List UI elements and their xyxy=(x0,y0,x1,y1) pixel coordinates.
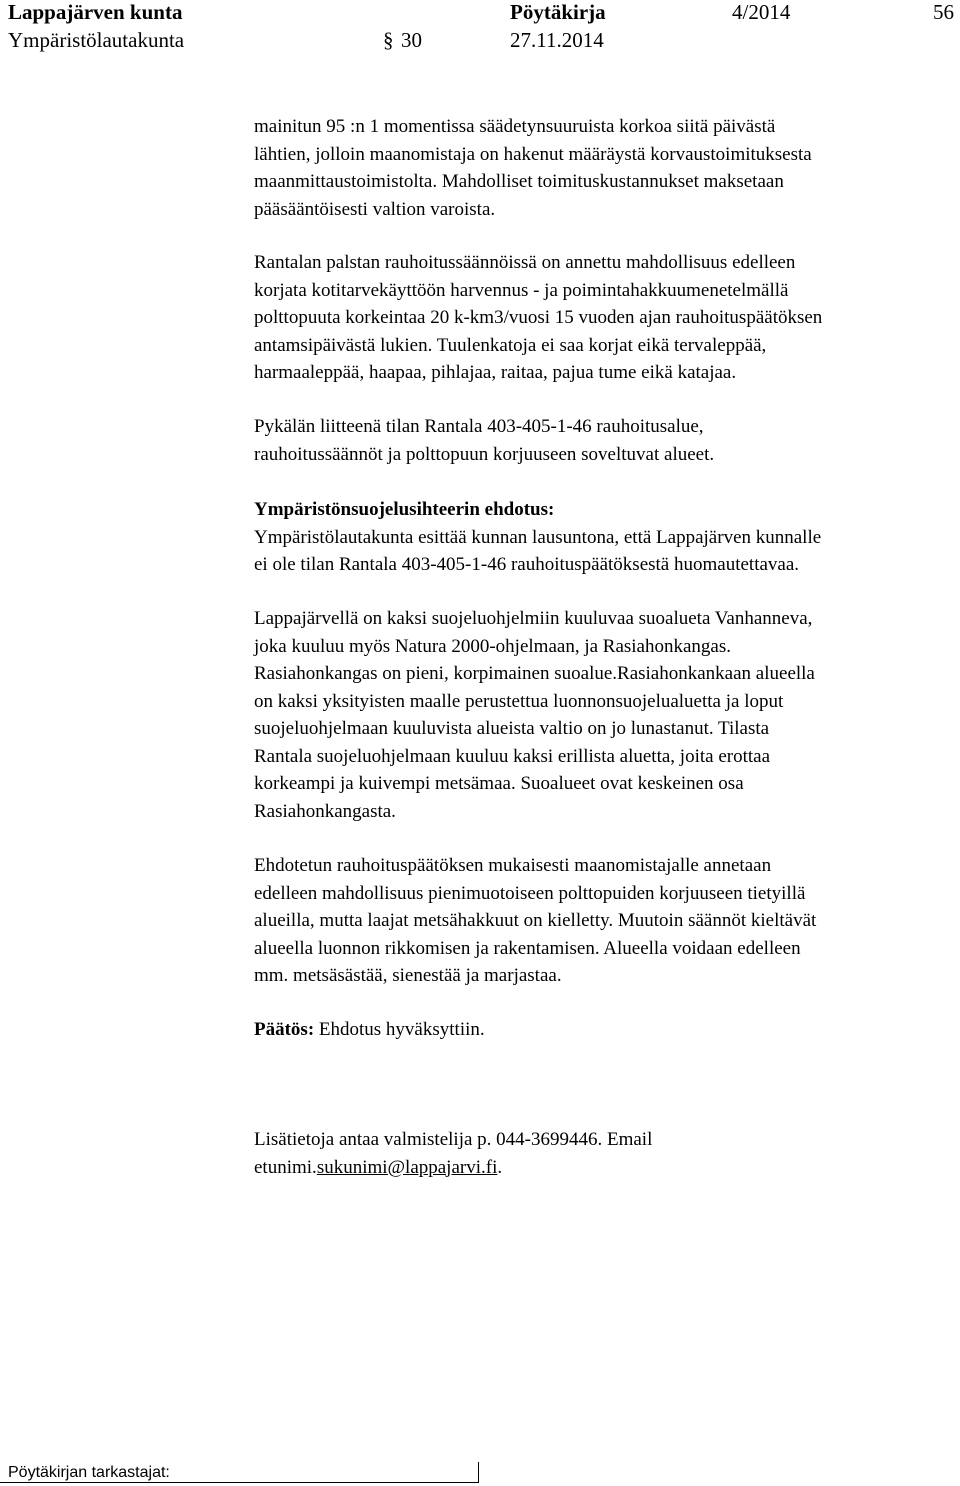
text-line: mainitun 95 :n 1 momentissa säädetynsuuruista korkoa siitä päivästä xyxy=(254,116,776,137)
municipality-name: Lappajärven kunta xyxy=(8,0,183,24)
contact-line: Lisätietoja antaa valmistelija p. 044-3699446. Email xyxy=(254,1129,653,1150)
text-line: lähtien, jolloin maanomistaja on hakenut määräystä korvaustoimituksesta xyxy=(254,143,812,165)
document-number: 4/2014 xyxy=(732,0,791,24)
text-line: Ympäristölautakunta esittää kunnan lausuntona, että Lappajärven kunnalle xyxy=(254,526,822,548)
committee-name: Ympäristölautakunta xyxy=(8,28,185,52)
text-line: joka kuuluu myös Natura 2000-ohjelmaan, ja Rasiahonkangas. xyxy=(254,635,732,657)
text-line: Rantala suojeluohjelmaan kuuluu kaksi erillista aluetta, joita erottaa xyxy=(254,745,771,767)
text-line: on kaksi yksityisten maalle perustettua luonnonsuojelualuetta ja loput xyxy=(254,690,784,712)
inspectors-label: Pöytäkirjan tarkastajat: xyxy=(8,1464,170,1481)
paragraph-rules xyxy=(254,249,954,387)
meeting-date: 27.11.2014 xyxy=(510,28,604,52)
signature-line-end xyxy=(478,1462,479,1483)
email-link[interactable]: sukunimi@lappajarvi.fi xyxy=(316,1156,498,1178)
text-line: Lappajärvellä on kaksi suojeluohjelmiin kuuluvaa suoalueta Vanhanneva, xyxy=(254,608,813,629)
decision-label: Päätös: xyxy=(254,1019,315,1040)
decision-text: Ehdotus hyväksyttiin. xyxy=(314,1019,485,1040)
text-line: antamsipäivästä lukien. Tuulenkatoja ei saa korjat eikä tervaleppää, xyxy=(254,334,767,356)
text-line: korjata kotitarvekäyttöön harvennus - ja poimintahakkuumenetelmällä xyxy=(254,279,789,301)
paragraph-interest xyxy=(254,113,954,223)
text-line: pääsääntöisesti valtion varoista. xyxy=(254,198,496,220)
text-line: maanmittaustoimistolta. Mahdolliset toimituskustannukset maksetaan xyxy=(254,171,784,192)
text-line: harmaaleppää, haapaa, pihlajaa, raitaa, pajua tume eikä katajaa. xyxy=(254,362,737,383)
text-line: alueella luonnon rikkomisen ja rakentamisen. Alueella voidaan edelleen xyxy=(254,937,801,959)
document-type: Pöytäkirja xyxy=(510,0,606,24)
text-line: Pykälän liitteenä tilan Rantala 403-405-1-46 rauhoitusalue, xyxy=(254,416,704,437)
contact-info xyxy=(254,1126,954,1181)
proposal-heading: Ympäristönsuojelusihteerin ehdotus: xyxy=(254,499,555,520)
text-line: polttopuuta korkeintaa 20 k-km3/vuosi 15 vuoden ajan rauhoituspäätöksen xyxy=(254,307,823,328)
paragraph-protection-areas xyxy=(254,605,954,825)
decision xyxy=(254,1016,954,1044)
signature-line xyxy=(0,1482,478,1483)
paragraph-attachment xyxy=(254,413,954,468)
text-line: Rantalan palstan rauhoitussäännöissä on annettu mahdollisuus edelleen xyxy=(254,252,796,273)
text-line: alueilla, mutta laajat metsähakkuut on kielletty. Muutoin säännöt kieltävät xyxy=(254,910,817,931)
text-line: ei ole tilan Rantala 403-405-1-46 rauhoituspäätöksestä huomautettavaa. xyxy=(254,554,800,575)
text-line: Rasiahonkangasta. xyxy=(254,800,396,822)
email-suffix: . xyxy=(497,1156,503,1178)
text-line: mm. metsäsästää, sienestää ja marjastaa. xyxy=(254,965,562,986)
text-line: rauhoitussäännöt ja polttopuun korjuuseen soveltuvat alueet. xyxy=(254,443,715,465)
text-line: Ehdotetun rauhoituspäätöksen mukaisesti maanomistajalle annetaan xyxy=(254,855,772,876)
section-number: 30 xyxy=(401,28,422,52)
text-line: korkeampi ja kuivempi metsämaa. Suoalueet ovat keskeinen osa xyxy=(254,773,744,794)
text-line: suojeluohjelmaan kuuluvista alueista valtio on jo lunastanut. Tilasta xyxy=(254,718,770,739)
paragraph-proposed-decision xyxy=(254,852,954,990)
page-number: 56 xyxy=(933,0,954,24)
email-prefix: etunimi. xyxy=(254,1156,317,1178)
text-line: edelleen mahdollisuus pienimuotoiseen polttopuiden korjuuseen tietyillä xyxy=(254,882,806,904)
proposal-section xyxy=(254,496,954,579)
section-symbol: § xyxy=(383,28,394,52)
text-line: Rasiahonkangas on pieni, korpimainen suoalue.Rasiahonkankaan alueella xyxy=(254,663,815,684)
